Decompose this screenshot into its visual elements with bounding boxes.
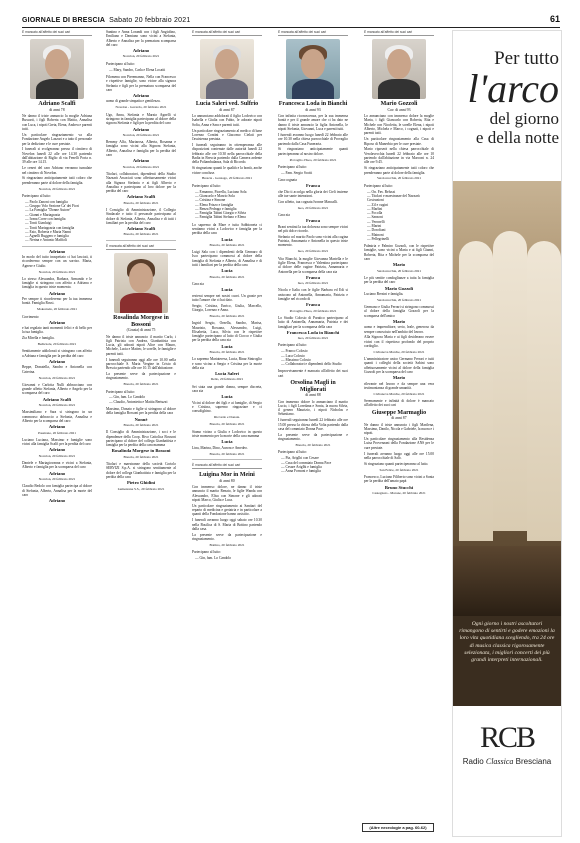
continued-note: (Altre necrologie a pag. 60-62) — [362, 823, 434, 832]
condolence-list-item: — Sansoni — [367, 215, 434, 219]
notice-text: Lo annunciano con immenso dolore la moglie Maria, i figli Giancarlo con Roberta, Rita e Michele con Nicoletta, le sorelle Elena, i nipoti Alberto, Michela e Marco, i cognati, i nipoti e parenti tutti. — [364, 114, 434, 136]
condolence-list-item: — La Famiglia "Donne Autore" — [25, 208, 92, 212]
condolence-list-item: — Gin, fam. Lo Candolo — [109, 395, 176, 399]
condolence-list-item: — Mary, Sandro, Carla e Elena Locatti — [109, 68, 176, 72]
portrait-photo — [114, 253, 168, 313]
deceased-firstname: Lucia — [221, 343, 233, 349]
condolence-list-item: — Giancarlo e Marzio Sola — [195, 194, 262, 198]
notice-text: Lo Studio Colosio di Paratico partecipano al lutto di Antonella, Annamaria, Patrizia e dei famigliari per la scomparsa della cara — [278, 315, 348, 329]
deceased-firstname: Nonnè — [134, 416, 148, 422]
notice-text: Corrimento — [22, 314, 39, 319]
notice-text: Cara zia — [192, 281, 204, 286]
arch-center — [493, 231, 527, 531]
notice-text: Con affetto, tua cognata Ivonne Mancalli. — [278, 199, 338, 204]
divider — [106, 240, 176, 241]
portrait-photo — [200, 39, 254, 99]
column-4 — [278, 30, 348, 820]
advert-title-line-2: l'arco — [467, 66, 559, 111]
condolence-list-item: — Dorofiani — [367, 228, 434, 232]
notice-text: I funerali si svolgeranno presso il cimitero di Novelon lunedì 22 alle ore 14.30 partendo dall'abitazione di Riglio di via Fenelli Poria n. 39 alle ore 14.15. — [22, 147, 92, 165]
notice-text: La presente serve da partecipazione e ringraziamento. — [278, 432, 348, 442]
place-date: Brescia, 20 febbraio 2021 — [123, 200, 159, 205]
place-date: San Felice, 20 febbraio 2021 — [379, 467, 419, 472]
deceased-firstname: Francesca Loda in Bianchi — [286, 329, 340, 335]
notice-text: Filomena con Pieremanno, Nella con Francesco e rispettive famiglie, sono vicine alla signora Stefania e figli per la prematura scomparsa del caro — [106, 74, 176, 92]
condolence-list-item: — Pia, Ariglhi con Cesare — [281, 456, 348, 460]
deceased-firstname: Adriano — [132, 126, 150, 132]
deceased-firstname: Adriano — [48, 248, 66, 254]
notice-text: Palmiria e Palmiro Gozzoli, con le rispettive famiglie, sono vicini a Maria e ai figli Gianni, Roberta, Rita e Michele per la scomparsa del caro — [364, 244, 434, 262]
place-date: Brescia, 20 febbraio 2021 — [209, 313, 245, 318]
notice-text: Sentitamente addolorati si stringono con affetto a Adriana e famiglia per la perdita del caro — [22, 349, 92, 358]
advert-title — [463, 49, 559, 147]
notice-text: Ne danno il triste annuncio i figli Marilena, Massimo, Danilo, Nicola e Gabriele, la nuora e i nipoti. — [364, 422, 434, 436]
condolence-list — [195, 190, 262, 220]
notice-text: Partecipano al lutto: — [278, 343, 307, 348]
arches-image — [453, 181, 561, 616]
place-date: Novelon - Gavardo, 20 febbraio 2021 — [115, 105, 167, 110]
radio-brand — [453, 757, 561, 766]
notice-text: Un particolare ringraziamento va alla Fondazione Angelo Lazzari e a tutto il personale per la dedizione e le cure prestate. — [22, 132, 92, 146]
place-date: Brescia, 20 febbraio 2021 — [209, 451, 245, 456]
notice-text: Lo sapremo Mariateresa, Lucia, Rinar Sintroglio e sono vicino a Sergio e Cristina per la morte della zia — [192, 357, 262, 370]
deceased-firstname: Rosalinda Morgese in Bossoni — [111, 448, 171, 454]
advert-title-line-4: e della notte — [475, 128, 559, 147]
notice-text: Lo sapremo da Mare e tutta Sabbioneta ci sentiamo vicini a Lodovico e famiglia per la perdita della cara — [192, 222, 262, 236]
condolence-list-item: — Marini — [367, 224, 434, 228]
deceased-name: Rosalinda Morgese in Bossoni — [113, 315, 169, 328]
notice-text: Le più sentite condoglianze a tutta la famiglia per la perdita del caro — [364, 275, 434, 285]
notice-text: Luigi Sala con i dipendenti della Gennaro di Isco partecipano commossi al dolore della famiglia di Stefania e Alberto, di Annalisa e di tutti i familiari per la perdita della cara — [192, 250, 262, 268]
deceased-firstname: Adriano — [132, 158, 150, 164]
arch-right — [527, 241, 561, 541]
divider — [192, 459, 262, 460]
notice-text: Si ringraziano quanti parteciperanno al lutto. — [364, 461, 429, 466]
notice-text: Vito Bianchi, la moglie Giovanna Martella e le figlie Elena, Francesca e Valentina partecipano al dolore delle cugine Patrizia, Annamaria e Antonella per la scomparsa della cara zia — [278, 256, 348, 274]
portrait-head — [129, 263, 153, 293]
notice-text: Sei stata una grande donna, sempre discreta, cara zia — [192, 384, 262, 394]
place-date: Passirano, 20 febbraio 2021 — [38, 430, 76, 435]
notice-text: Serenamente e infinità di dolore è mancato all'affetto dei suoi cari — [364, 399, 434, 408]
notice-text: Un particolare ringraziamento alla Casa di Riposo di Manerbio per le cure prestate. — [364, 137, 434, 146]
notice-text: I Consiglio di Amministrazione, il Collegio Sindacale e tutto il personale partecipano al dolore di Stefania, Alberto, Annalisa e di tutti i familiari per la perdita del caro — [106, 207, 176, 225]
notice-text: I funerali avranno luogo oggi sabato ore 10.30 nella Basilica di S. Maria di Bottino partendo dalla casa. — [192, 518, 262, 531]
place-date: Brescia, 20 febbraio 2021 — [209, 242, 245, 247]
notice-text: Lo annunciano addolorati il figlio Lodovico con Isabella e Giulia con Fabio, le adorate nipoti Sofia, Anna e Sara e parenti tutti. — [192, 114, 262, 127]
deceased-firstname: Adriano Scalfi — [126, 226, 156, 232]
deceased-firstname: Adriano Scalfi — [42, 396, 72, 402]
obituary-columns — [22, 30, 450, 820]
place-date: Civitanova Marche, 20 febbraio 2021 — [373, 391, 425, 396]
column-2 — [106, 30, 176, 820]
place-date: Bedizzole, 20 febbraio 2021 — [37, 342, 77, 347]
deceased-age: Cav. di anni 93 — [387, 107, 411, 112]
condolence-list-item: — Claudio, Antonietta e Mattia Bertuzzi — [109, 400, 176, 404]
notice-text: Un particolare ringraziamento ai Sanitari del reparto di medicina e geriatria e in particolare a quanti della Fondazione hanno assistito. — [192, 503, 262, 517]
deceased-name: Francesca Loda in Bianchi — [278, 101, 348, 108]
deceased-age: di anni 88 — [305, 393, 321, 398]
place-date: Brescia, 20 febbraio 2021 — [209, 350, 245, 354]
notice-text: Il Consiglio di Amministrazione, i soci e le dipendenze della Coop. Rivo Cattolica Bossoni partecipano al dolore del collega Gianbattista e famiglia per la perdita della cara mamma — [106, 430, 176, 448]
notice-text: Mario riposerà nella chiesa parrocchiale di Verolavecchia lunedì 22 febbraio alle ore 10 partendo dall'abitazione in via Marconi n. 24 alle ore 9.45. — [364, 147, 434, 165]
deceased-age: di anni 93 — [305, 107, 321, 112]
place-date: Riccardo e Donata. — [213, 415, 241, 420]
deceased-age: di anni 87 — [391, 416, 407, 421]
place-date: Verolavecchia, 20 febbraio 2021 — [376, 268, 422, 273]
place-date: Brescia, 20 febbraio 2021 — [209, 422, 245, 427]
condolence-list-item: — Marlini — [367, 207, 434, 211]
place-date: Novelon, 20 febbraio 2021 — [122, 54, 160, 59]
notice-text: Partecipano al lutto: — [106, 389, 135, 394]
deceased-name: Adriano Scalfi — [38, 101, 76, 108]
place-date: Novelon, 20 febbraio 2021 — [38, 186, 76, 191]
notice-text: Lina, Marina, Dino, Aurora e Amedeo. — [192, 445, 248, 450]
page-number: 61 — [549, 14, 560, 24]
deceased-firstname: Adriano — [48, 424, 66, 430]
condolence-list-item: — Anna Fornoni e famiglia — [281, 469, 348, 473]
portrait-body — [120, 293, 162, 313]
deceased-age: (Grazia) di anni 75 — [126, 328, 156, 333]
deceased-age: di anni 78 — [49, 107, 65, 112]
notice-text: resterai sempre nei nostri cuori. Un grazie per tutto l'amore che ci hai dato. — [192, 293, 262, 302]
place-date: Provaglio d'Iseo, 20 febbraio 2021 — [289, 157, 337, 162]
deceased-firstname: Franca — [305, 218, 321, 224]
notice-text: Si ringraziano anticipatamente quanti parteciperanno al nostro dolore. — [278, 147, 348, 156]
deceased-firstname: Adriano — [48, 319, 66, 325]
notice-text: Remmy Alfa, Mariarosa, Alberta, Rosanna e famiglia sono vicini alla Signora Stefania, Alberto, Annalisa e famiglia per la perdita del caro — [106, 140, 176, 158]
place-date: Iseo, 20 febbraio 2021 — [297, 205, 329, 210]
notice-text: Massimo, Donato e figlie si stringono al dolore della famiglia Bossoni per la perdita della cara — [106, 407, 176, 416]
portrait-body — [36, 79, 78, 99]
notice-text: Con immenso dolore, ne danno il triste annuncio il marito Renato, le figlie Wanda con Alessandro, Elisa con Simone e gli adorati nipoti Marco, Giulia e Luca. — [192, 485, 262, 502]
deceased-firstname: Adriano — [48, 359, 66, 365]
notice-text: Per sempre ti ricorderemo per la tua immensa bontà. Famiglia Rossi. — [22, 297, 92, 306]
notice-text: Si ringraziano anticipatamente tutti coloro che prenderanno parte al dolore della famiglia. — [364, 166, 434, 175]
notice-text: Con immenso dolore lo annunciano il marito Lucio, i figli Loredana e Sonia, la nuora Silvia, il genero Maurizio, i nipoti Nicholas e Sebastiano. — [278, 399, 348, 417]
notice-text: Titolari, collaboratori, dipendenti della Studio Nazzarà Associati sono affettuosamente vicini alla Signora Stefania e ai figli Alberto e Annalisa e partecipano al loro dolore per la perdita del caro — [106, 171, 176, 194]
place-date: Lumezzane S.S., 20 febbraio 2021 — [117, 486, 165, 491]
brand-classica: Classica — [485, 757, 514, 766]
deceased-name: Luigina Mor in Meini — [199, 472, 255, 479]
notice-text: Luciano Luciana, Massimo e famiglie sono vicini alla famiglia Scalfi per la perdita del caro — [22, 437, 92, 447]
condolence-list — [367, 190, 434, 242]
deceased-firstname: Mario — [392, 262, 406, 268]
deceased-firstname: Lucia — [221, 394, 233, 400]
condolence-list-item: — Mainoni — [367, 233, 434, 237]
notice-text: Nicola e Italia con le figlie Barbara ed Edi si uniscono ad Antonella, Annamaria, Patrizia e famiglie nel ricordo di — [278, 288, 348, 302]
notice-text: In modo del tutto inaspettato ci hai lasciati, ti ricorderemo sempre con un sorriso. Marta, Agnese e Giulio. — [22, 255, 92, 268]
condolence-list-item: — Famiglia Tabini Giorgio e Silvia — [195, 211, 262, 215]
place-date: Mokornelo, 20 febbraio 2021 — [37, 307, 77, 312]
condolence-list-item: — Casa del commiato Donna Pace — [281, 461, 348, 465]
condolence-list-item: — Titolari e maestranze del Nazzarà Costruzioni — [367, 194, 434, 203]
portrait-head — [215, 49, 239, 79]
place-date: Bottino, 20 febbraio 2021 — [209, 542, 245, 547]
notice-text: Con infinita riconoscenza, per la sua immensa bontà e per il grande amore che ci ha dato ne danno il triste annuncio la figlia Antonella, le nipoti Stefania, Giovanni, Luca e parenti tutti. — [278, 114, 348, 132]
place-date: Brescia, 20 febbraio 2021 — [123, 232, 159, 237]
portrait-photo — [372, 39, 426, 99]
condolence-list — [281, 171, 348, 175]
place-date: Brescia, 20 febbraio 2021 — [209, 274, 245, 279]
condolence-list-item: — Gruppo Volo Sezione Ca' dei Fiori — [25, 204, 92, 208]
deceased-age: di anni 87 — [219, 107, 235, 112]
notice-text: Un particolare ringraziamento al medico di base Lorenzo Contini e Giacomo Cielati per l'assistenza prestata. — [192, 128, 262, 142]
notice-text: Daniele e Mariagiovanna e vicini a Stefania, Alberto e famiglia per la scomparsa del caro — [22, 461, 92, 470]
advert-title-line-3: del giorno — [489, 109, 559, 128]
notice-text: Santino e Anna Lorandi con i figli Angiolino, Emiliano e Damiano sono vicini a Stefania, Alberto e Annalisa per la prematura scomparsa del caro — [106, 30, 176, 47]
deceased-firstname: Franca — [305, 302, 321, 308]
deceased-name: Lucia Saleri ved. Sulfrio — [195, 101, 259, 108]
notice-text: Brani sentirai la tua dolcezza sono sempre vicini nel più dolce ricordo. — [278, 224, 348, 233]
portrait-head — [301, 49, 325, 79]
condolence-list-item: — Tonti Gianluigi — [25, 221, 92, 225]
portrait-photo — [286, 39, 340, 99]
place-date: Novelon, 20 febbraio 2021 — [122, 132, 160, 137]
portrait-head — [45, 49, 69, 79]
notice-text: Cara cognata — [278, 178, 297, 183]
deceased-name: Orsolina Magli in Migliorati — [290, 380, 336, 393]
place-date: Novelon, 20 febbraio 2021 — [38, 476, 76, 481]
notice-text: I funerali seguiranno in ottemperanza alle disposizioni contenute dalle autorità lunedì 22 febbraio alle ore 10.30 nella parrocchiale della Badia in Brescia partendo dalla Camera ardente della Poliambulanza, Sala di Ricordo. — [192, 143, 262, 165]
notice-text: Sergio, Cristina, Enrico, Giulia, Marcello, Giorgio, Lorenzo e Anna. — [192, 303, 262, 313]
portrait-photo — [30, 39, 84, 99]
portrait-body — [378, 79, 420, 99]
notice-text: Massimiliano e Sara si stringono in un commosso abbraccio a Stefania, Annalisa e Alberto per la scomparsa del caro — [22, 410, 92, 423]
notice-header: È mancata all'affetto dei suoi cari — [278, 30, 348, 36]
place-date: Novelon, 20 febbraio 2021 — [38, 453, 76, 458]
place-date: Iseo, 20 febbraio 2021 — [297, 336, 329, 341]
deceased-firstname: Lucia — [221, 268, 233, 274]
advert-body: Ogni giorno i nostri ascoltatori rimangono di sentirti e godere emozioni la loro vita quotidiana scegliendo, tra 24 ore di musica classica rigorosamente selezionata, i migliori concerti dei più grandi interpreti internazionali. — [453, 616, 561, 706]
deceased-firstname: Lucia — [221, 439, 233, 445]
place-date: Brescia, 20 febbraio 2021 — [123, 382, 159, 387]
notice-text: Ne danno il triste annuncio il marito Carlo, i figli Patrizia con Andrea, Gianbattista con Lucia, gli adorati nipoti Alice con Mauro, Michele, Lucia e Matteo, le sorelle, le famiglie e parenti tutti. — [106, 334, 176, 356]
notice-text: I funerali avranno luogo lunedì 22 febbraio alle ore 10.30 nella chiesa parrocchiale di Provaglio partendo dalla Casa Funeraria. — [278, 132, 348, 146]
masthead-title: GIORNALE DI BRESCIA — [22, 17, 106, 24]
radio-logo — [453, 721, 561, 821]
column-5 — [364, 30, 434, 820]
notice-text: Partecipano al lutto: — [192, 183, 221, 188]
deceased-age: di anni 80 — [219, 478, 235, 483]
portrait-head — [387, 49, 411, 79]
masthead — [22, 17, 190, 24]
notice-text: Claudio Bedolo con famiglia partecipa al dolore di Stefania, Alberto, Annalisa per la morte del caro — [22, 484, 92, 497]
notice-text: Alla Signora Maria e ai figli desiderano essere vicini con il rispettoso profondo del proprio cordoglio. — [364, 335, 434, 348]
notice-text: Beppe, Donatella, Sandro e Antonella con Caterina. — [22, 365, 92, 374]
notice-text: La presente serve da partecipazione e ringraziamento. — [192, 532, 262, 542]
notice-text: Ingrid Sergio, Ornella, Sandro, Marisa, Maurizio, Rossana, Alessandro, Luigi, Elisabetta, Luca, Silvia con le rispettive famiglie partecipano al lutto di Ciocco e Giulia per la perdita della cara zia — [192, 321, 262, 343]
condolence-list-item: — Cristina e Simone — [195, 198, 262, 202]
radio-advertisement — [452, 30, 562, 837]
deceased-firstname: Adriano — [48, 447, 66, 453]
deceased-firstname: Adriano — [48, 290, 66, 296]
condolence-list-item: — Veronelli — [367, 220, 434, 224]
notice-text: Improvvisamente è mancata all'affetto dei suoi cari — [278, 369, 348, 378]
notice-text: Titolari e maestranze della società Coriolo SERVIZI S.p.A. si stringono sentitamente al dolore del collega Gianbattista e famiglia per la perdita della cara — [106, 462, 176, 479]
deceased-firstname: Pietro Ghidini — [126, 480, 156, 486]
advert-title-line-1: Per tutto — [494, 48, 559, 69]
place-date: Novelon, 20 febbraio 2021 — [38, 403, 76, 408]
notice-text: Un particolare ringraziamento alla Residenza Luisa Provenzani della Fondazione ANS per le cure prestate. — [364, 437, 434, 450]
condolence-list-item: — Pellegrinelli — [367, 237, 434, 241]
notice-text: Partecipano al lutto: — [192, 550, 221, 555]
condolence-list — [195, 556, 262, 560]
place-date: Verolavecchia, 20 febbraio 2021 — [376, 297, 422, 302]
page-header — [22, 6, 560, 28]
deceased-name: Mario Gozzoli — [380, 101, 418, 108]
condolence-list-item: — Gianni e Mariagrazia — [25, 213, 92, 217]
notice-text: I funerali seguiranno oggi alle ore 10.00 nella parrocchiale S. Maria Vergine in Cristo di Brescia partendo alle ore 10.15 dall'abitazione. — [106, 357, 176, 371]
place-date: Iseo, 20 febbraio 2021 — [297, 281, 329, 286]
notice-header: È mancato all'affetto dei suoi cari — [364, 30, 434, 36]
notice-text: Partecipano al lutto: — [364, 183, 393, 188]
deceased-firstname: Mario Gozzoli — [384, 285, 414, 291]
notice-text: La presente serve da partecipazione e ringraziamento. — [106, 372, 176, 381]
condolence-list — [109, 395, 176, 404]
deceased-name: Giuseppe Marmaglio — [371, 409, 427, 416]
notice-text: Si ringraziano quanti le qualità e la bontà, anche vicine concluse. — [192, 166, 262, 175]
notice-text: Partecipano al lutto: — [278, 450, 307, 455]
portrait-body — [292, 79, 334, 99]
brand-prefix: Radio — [462, 757, 484, 766]
masthead-date: Sabato 20 febbraio 2021 — [109, 17, 191, 24]
condolence-list-item: — Massimo Colosio — [281, 358, 348, 362]
deceased-firstname: Lucia Saleri — [215, 371, 239, 377]
place-date: Verolavecchia, 20 febbraio 2021 — [376, 176, 422, 181]
condolence-list — [281, 349, 348, 366]
condolence-list-item: — Renza Pedrago e famiglia — [195, 207, 262, 211]
condolence-list-item: — Franco Colosio — [281, 349, 348, 353]
condolence-list — [109, 68, 176, 72]
brand-suffix: Bresciana — [515, 757, 552, 766]
notice-text: uomo e imprenditore, serio, leale, generoso da sempre conosciuto nell'ambito del lavoro. — [364, 325, 434, 334]
condolence-list-item: — Cesare Ariglhi e famiglia — [281, 465, 348, 469]
condolence-list-item: — On. Fav. Belussi — [367, 190, 434, 194]
notice-text: e hai regalato tanti momenti felici e di bello per la tua famiglia. — [22, 326, 92, 335]
notice-text: Zia Mirella e famiglia. — [22, 336, 55, 341]
notice-text: Luciano Bersini e famiglia. — [364, 291, 404, 296]
condolence-list-item: — Agnelli Ruggero e famiglia — [25, 234, 92, 238]
notice-text: L'amministratore unico Germano Ferrari e tutti quanti i colleghi della società Sabini sono affettuosamente vicini al dolore della famiglia Gozzoli per la scomparsa del caro — [364, 357, 434, 375]
place-date: Provaglio d'Iseo, 20 febbraio 2021 — [289, 308, 337, 313]
condolence-list-item: — Luca Colosio — [281, 354, 348, 358]
deceased-firstname: Bruno Stucchi — [384, 484, 414, 490]
condolence-list — [281, 456, 348, 473]
column-1 — [22, 30, 92, 820]
notice-header: È mancato all'affetto dei suoi cari — [192, 463, 262, 469]
condolence-list-item: — Collaboratori e dipendenti dello Studio — [281, 362, 348, 366]
place-date: Civitanova Marche, 20 febbraio 2021 — [373, 349, 425, 354]
notice-text: Ne danno il triste annuncio la moglie Adriana Bussarti, i figli Roberta con Mattia, Annalisa con Luca, i nipoti Greta, Elena, Andrea e parenti tutti. — [22, 114, 92, 132]
notice-text: I funerali seguiranno lunedì 22 febbraio alle ore 15.00 presso la chiesa della Volta partendo dalla casa del commiato Donna Pace. — [278, 418, 348, 431]
place-date: Brescia, 20 febbraio 2021 — [123, 454, 159, 459]
condolence-list-item: — Ivana Corre con famiglia — [25, 217, 92, 221]
notice-text: Siamo vicino a Giulia e Lodovico in questo triste momento per la morte della cara mamma — [192, 429, 262, 439]
deceased-firstname: Lucia — [221, 287, 233, 293]
place-date: Iseo, 20 febbraio 2021 — [297, 249, 329, 254]
condolence-list-item: — Gin, fam. Lo Candolo — [195, 556, 262, 560]
notice-text: Partecipano al lutto: — [106, 61, 135, 66]
notice-header: È mancata all'affetto dei suoi cari — [192, 30, 262, 36]
deceased-firstname: Mario — [392, 375, 406, 381]
notice-text: Le ceneri del caro Adriano verranno tumulate nel cimitero di Novelon. — [22, 166, 92, 175]
place-date: Brescia - Gonzago, 20 febbraio 2021 — [201, 176, 253, 181]
deceased-firstname: Lucia — [221, 236, 233, 242]
place-date: Novelon, 20 febbraio 2021 — [122, 164, 160, 169]
deceased-firstname: Adriano Scalfi — [126, 194, 156, 200]
notice-text: che Dio ti accolga nella gloria dei Cieli insieme alle tue sante intenzioni. — [278, 189, 348, 199]
notice-text: Cara zia — [278, 213, 290, 218]
notice-text: Ugo, Anna, Stefania e Marzio Agnelli si stringono in famiglia partecipano al dolore della signora Stefania e figli per la perdita del caro — [106, 112, 176, 126]
notice-text: Vicini al dolore dei figli e ai famiglie, di Sergio e Cristina, sapremo ringraziare e ci consolighino. — [192, 400, 262, 414]
notice-text: Lo stesso Alessandra, Barbara, Armando e le famiglie si stringono con affetto a Adriana e famiglia in questo triste momento. — [22, 276, 92, 290]
condolence-list-item: — Paolo Zanoni con famiglia — [25, 200, 92, 204]
notice-text: I funerali avranno luogo oggi alle ore 15.00 nella parrocchiale di Salò. — [364, 451, 434, 460]
condolence-list-item: — Elena Frizzo e famiglia — [195, 203, 262, 207]
condolence-list-item: — Tonti Mariagrazia con famiglia — [25, 226, 92, 230]
notice-header: È mancato all'affetto dei suoi cari — [22, 30, 92, 36]
place-date: Castegnato - Marone, 20 febbraio 2021 — [372, 490, 426, 495]
condolence-list-item: — Ermanno, Fiorella, Luciano Sola — [195, 190, 262, 194]
place-date: Brescia, 20 febbraio 2021 — [123, 422, 159, 427]
condolence-list-item: — Nerina e Antonio Maffioli — [25, 238, 92, 242]
notice-text: Partecipano al lutto: — [278, 164, 307, 169]
condolence-list-item: — Famiglia Tabini Stefano e Elena — [195, 215, 262, 219]
deceased-firstname: Adriano — [132, 93, 150, 99]
condolence-list — [25, 200, 92, 243]
notice-text: Francesco, Luciano Filiberto sono vicini a Sonia per la perdita dell'amato papà — [364, 474, 434, 484]
condolence-list-item: — Fam. Sergio Scotti — [281, 171, 348, 175]
arch-floor — [453, 546, 561, 616]
condolence-list-item: — Focolla — [367, 211, 434, 215]
column-3 — [192, 30, 262, 820]
notice-text: Stefania col marito Paolo sono vicini alla cugina Patrizia, Annamaria e Antonella in questo triste momento. — [278, 234, 348, 248]
notice-text: Giovanni e Carlotta Nulli abbracciano con grande affetto Stefania, Alberto e Angelo per la scomparsa del caro — [22, 382, 92, 396]
deceased-firstname: Mario — [392, 318, 406, 324]
place-date: Novelon, 20 febbraio 2021 — [38, 375, 76, 380]
portrait-body — [206, 79, 248, 99]
divider — [22, 246, 92, 247]
arch-left — [459, 241, 493, 541]
condolence-list-item: — Ezio, Roberta e Maria Nanni — [25, 230, 92, 234]
notice-text: Germano e Giulia Ferrari si stringono commossi al dolore della famiglia Gozzoli per la scomparsa dell'amico — [364, 305, 434, 318]
notice-text: uomo di grande simpatia e gentilezza. — [106, 99, 161, 104]
deceased-firstname: Adriano — [132, 48, 150, 54]
deceased-firstname: Franca — [305, 183, 321, 189]
condolence-list-item: — Zil e cugini — [367, 203, 434, 207]
rcb-logo-icon: RCB — [479, 721, 535, 754]
deceased-firstname: Adriano — [48, 498, 66, 504]
notice-text: rilevante nel lavoro e da sempre una vera testimonianza di grande umanità. — [364, 381, 434, 390]
place-date: Novelon, 20 febbraio 2021 — [38, 269, 76, 274]
notice-header: È mancata all'affetto dei suoi cari — [106, 244, 176, 250]
notice-text: Si ringraziano anticipatamente tutti coloro che prenderanno parte al dolore della famiglia. — [22, 176, 92, 185]
place-date: Delio, 20 febbraio 2021 — [210, 377, 244, 382]
place-date: Brescia, 20 febbraio 2021 — [295, 443, 331, 448]
deceased-firstname: Franca — [305, 274, 321, 280]
notice-text: Partecipano al lutto: — [22, 193, 51, 198]
deceased-firstname: Adriano — [48, 470, 66, 476]
